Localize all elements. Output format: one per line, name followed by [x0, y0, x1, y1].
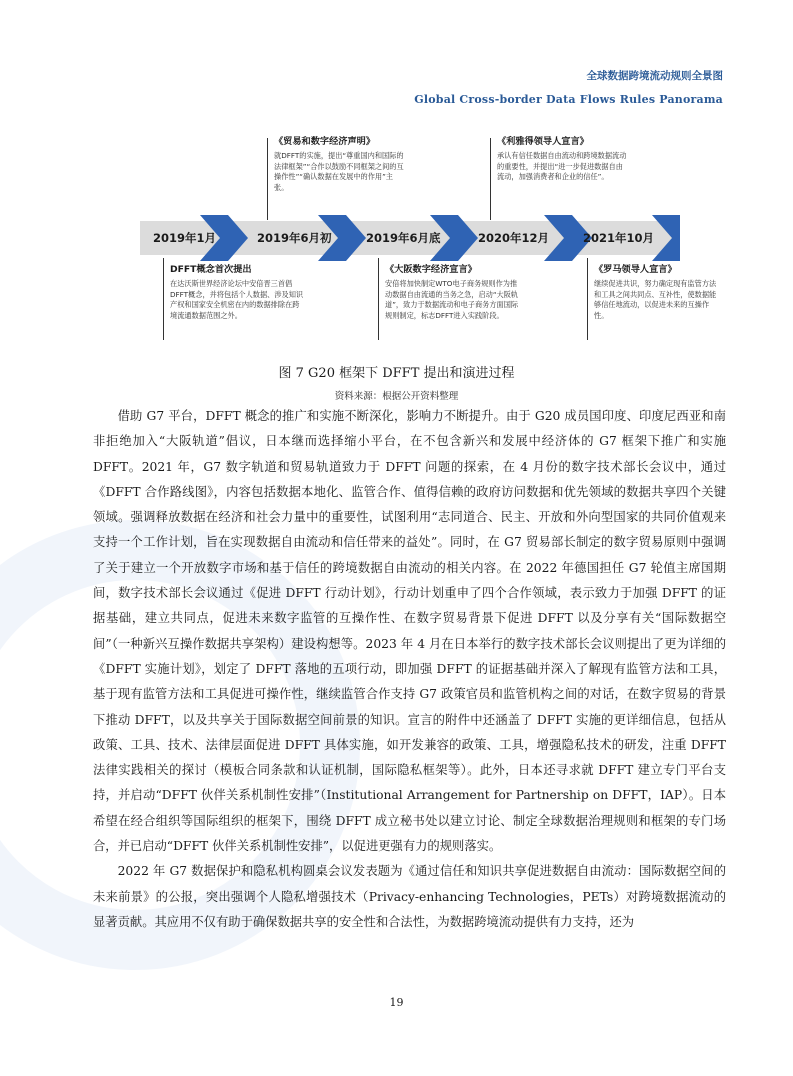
stage-label: 2019年6月初 [257, 231, 332, 245]
timeline-event-2 [274, 136, 406, 193]
event-title: 《大阪数字经济宣言》 [385, 264, 477, 275]
header-title-cn: 全球数据跨境流动规则全景图 [586, 70, 723, 82]
event-text: 就DFFT的实施，提出“尊重国内和国际的法律框架”“合作以鼓励不同框架之间的互操作性”“确认数据在发展中的作用”主张。 [274, 151, 404, 192]
stage-label: 2020年12月 [478, 231, 550, 245]
paragraph: 借助 G7 平台，DFFT 概念的推广和实施不断深化，影响力不断提升。由于 G20 成员国印度、印度尼西亚和南非拒绝加入“大阪轨道”倡议，日本继而选择缩小平台，在不包含新兴和发展中经济体的 G7 框架下推广和实施 DFFT。2021 年，G7 数字轨道和贸易轨道致力于 DFFT 问题的探索，在 4 月份的数字技术部长会议中，通过《DFFT 合作路线图》，内容包括数据本地化、监管合作、值得信赖的政府访问数据和优先领域的数据共享四个关键领域。强调释放数据在经济和社会力量中的重要性，试图利用“志同道合、民主、开放和外向型国家的共同价值观来支持一个工作计划，旨在实现数据自由流动和信任带来的益处”。同时，在 G7 贸易部长制定的数字贸易原则中强调了关于建立一个开放数字市场和基于信任的跨境数据自由流动的相关内容。在 2022 年德国担任 G7 轮值主席国期间，数字技术部长会议通过《促进 DFFT 行动计划》，行动计划重申了四个合作领域，表示致力于加强 DFFT 的证据基础，建立共同点，促进未来数字监管的互操作性、在数字贸易背景下促进 DFFT 以及分享有关“国际数据空间”（一种新兴互操作数据共享架构）建设构想等。2023 年 4 月在日本举行的数字技术部长会议则提出了更为详细的《DFFT 实施计划》，划定了 DFFT 落地的五项行动，即加强 DFFT 的证据基础并深入了解现有监管方法和工具，基于现有监管方法和工具促进可操作性，继续监管合作支持 G7 政策官员和监管机构之间的对话，在数字贸易的背景下推动 DFFT，以及共享关于国际数据空间前景的知识。宣言的附件中还涵盖了 DFFT 实施的更详细信息，包括从政策、工具、技术、法律层面促进 DFFT 具体实施，如开发兼容的政策、工具，增强隐私技术的研发，注重 DFFT 法律实践相关的探讨（模板合同条款和认证机制，国际隐私框架等）。此外，日本还寻求就 DFFT 建立专门平台支持，并启动“DFFT 伙伴关系机制性安排”（Institutional Arrangement for Partnership on DFFT，IAP）。日本希望在经合组织等国际组织的框架下，围绕 DFFT 成立秘书处以建立讨论、制定全球数据治理规则和框架的专门场合，并已启动“DFFT 伙伴关系机制性安排”，以促进更强有力的规则落实。 [93, 409, 726, 854]
running-header [414, 68, 723, 106]
event-title: 《贸易和数字经济声明》 [274, 136, 376, 147]
event-title: 《利雅得领导人宣言》 [497, 136, 589, 147]
event-title: DFFT概念首次提出 [170, 264, 252, 275]
body-text [93, 404, 726, 935]
timeline-event-1 [170, 264, 304, 321]
event-text: 安倍将加快制定WTO电子商务规则作为推动数据自由流通的当务之急，启动“大阪轨道”，致力于数据流动和电子商务方面国际规则制定，标志DFFT进入实践阶段。 [385, 279, 519, 320]
timeline-figure [0, 130, 793, 360]
stage-label: 2019年6月底 [366, 231, 441, 245]
timeline-event-3 [385, 264, 520, 321]
event-text: 继续促进共识，努力确定现有监管方法和工具之间共同点、互补性，使数据能够信任地流动，以促进未来的互操作性。 [594, 279, 717, 320]
timeline-connector [587, 258, 588, 340]
page-number: 19 [389, 996, 404, 1009]
figure-caption: 图 7 G20 框架下 DFFT 提出和演进过程 [278, 366, 515, 381]
stage-label: 2019年1月 [153, 231, 217, 245]
stage-label: 2021年10月 [583, 231, 655, 245]
event-text: 承认有信任数据自由流动和跨境数据流动的重要性，并提出“进一步促进数据自由流动，加强消费者和企业的信任”。 [497, 151, 627, 181]
timeline-event-4 [497, 136, 627, 183]
timeline-connector [163, 258, 164, 340]
timeline-event-5 [594, 264, 722, 321]
timeline-connector [267, 138, 268, 220]
figure-source: 资料来源：根据公开资料整理 [334, 391, 459, 402]
timeline-connector [490, 138, 491, 220]
header-title-en: Global Cross-border Data Flows Rules Panorama [414, 93, 723, 106]
event-text: 在达沃斯世界经济论坛中安倍晋三首倡DFFT概念，并将包括个人数据、涉及知识产权和国家安全机密在内的数据排除在跨境流通数据范围之外。 [170, 279, 304, 320]
paragraph: 2022 年 G7 数据保护和隐私机构圆桌会议发表题为《通过信任和知识共享促进数据自由流动：国际数据空间的未来前景》的公报，突出强调个人隐私增强技术（Privacy-enhancing Technologies，PETs）对跨境数据流动的显著贡献。其应用不仅有助于确保数据共享的安全性和合法性，为数据跨境流动提供有力支持，还为 [93, 864, 726, 929]
event-title: 《罗马领导人宣言》 [594, 264, 677, 275]
timeline-connector [378, 258, 379, 340]
